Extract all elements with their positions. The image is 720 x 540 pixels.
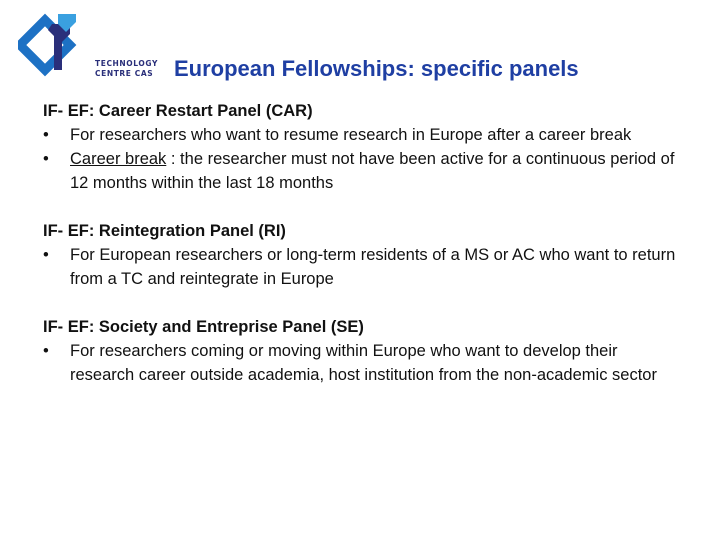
bullet-text: : the researcher must not have been active for a continuous period of 12 months within the last 18 months bbox=[70, 150, 675, 192]
logo-line-1: TECHNOLOGY bbox=[95, 59, 158, 68]
bullet-text: For researchers who want to resume research in Europe after a career break bbox=[70, 126, 632, 144]
bullet-icon: • bbox=[43, 126, 49, 144]
section-career-restart bbox=[43, 99, 683, 195]
logo-line-2: CENTRE CAS bbox=[95, 69, 154, 78]
bullet-item bbox=[43, 243, 683, 291]
bullet-text: For researchers coming or moving within Europe who want to develop their research career outside academia, host institution from the non-academic sector bbox=[70, 342, 657, 384]
term-career-break: Career break bbox=[70, 150, 167, 168]
section-heading: IF- EF: Society and Entreprise Panel (SE) bbox=[43, 318, 364, 336]
bullet-icon: • bbox=[43, 246, 49, 264]
bullet-item bbox=[43, 147, 683, 195]
bullet-text: For European researchers or long-term residents of a MS or AC who want to return from a TC and reintegrate in Europe bbox=[70, 246, 676, 288]
logo-text bbox=[95, 59, 158, 79]
bullet-item bbox=[43, 123, 683, 147]
section-heading: IF- EF: Reintegration Panel (RI) bbox=[43, 222, 286, 240]
page-title: European Fellowships: specific panels bbox=[174, 56, 579, 81]
slide-content bbox=[43, 99, 683, 411]
bullet-icon: • bbox=[43, 342, 49, 360]
bullet-item bbox=[43, 339, 683, 387]
section-heading: IF- EF: Career Restart Panel (CAR) bbox=[43, 102, 313, 120]
section-society-enterprise bbox=[43, 315, 683, 387]
section-reintegration bbox=[43, 219, 683, 291]
technology-centre-logo bbox=[18, 12, 158, 84]
bullet-icon: • bbox=[43, 150, 49, 168]
